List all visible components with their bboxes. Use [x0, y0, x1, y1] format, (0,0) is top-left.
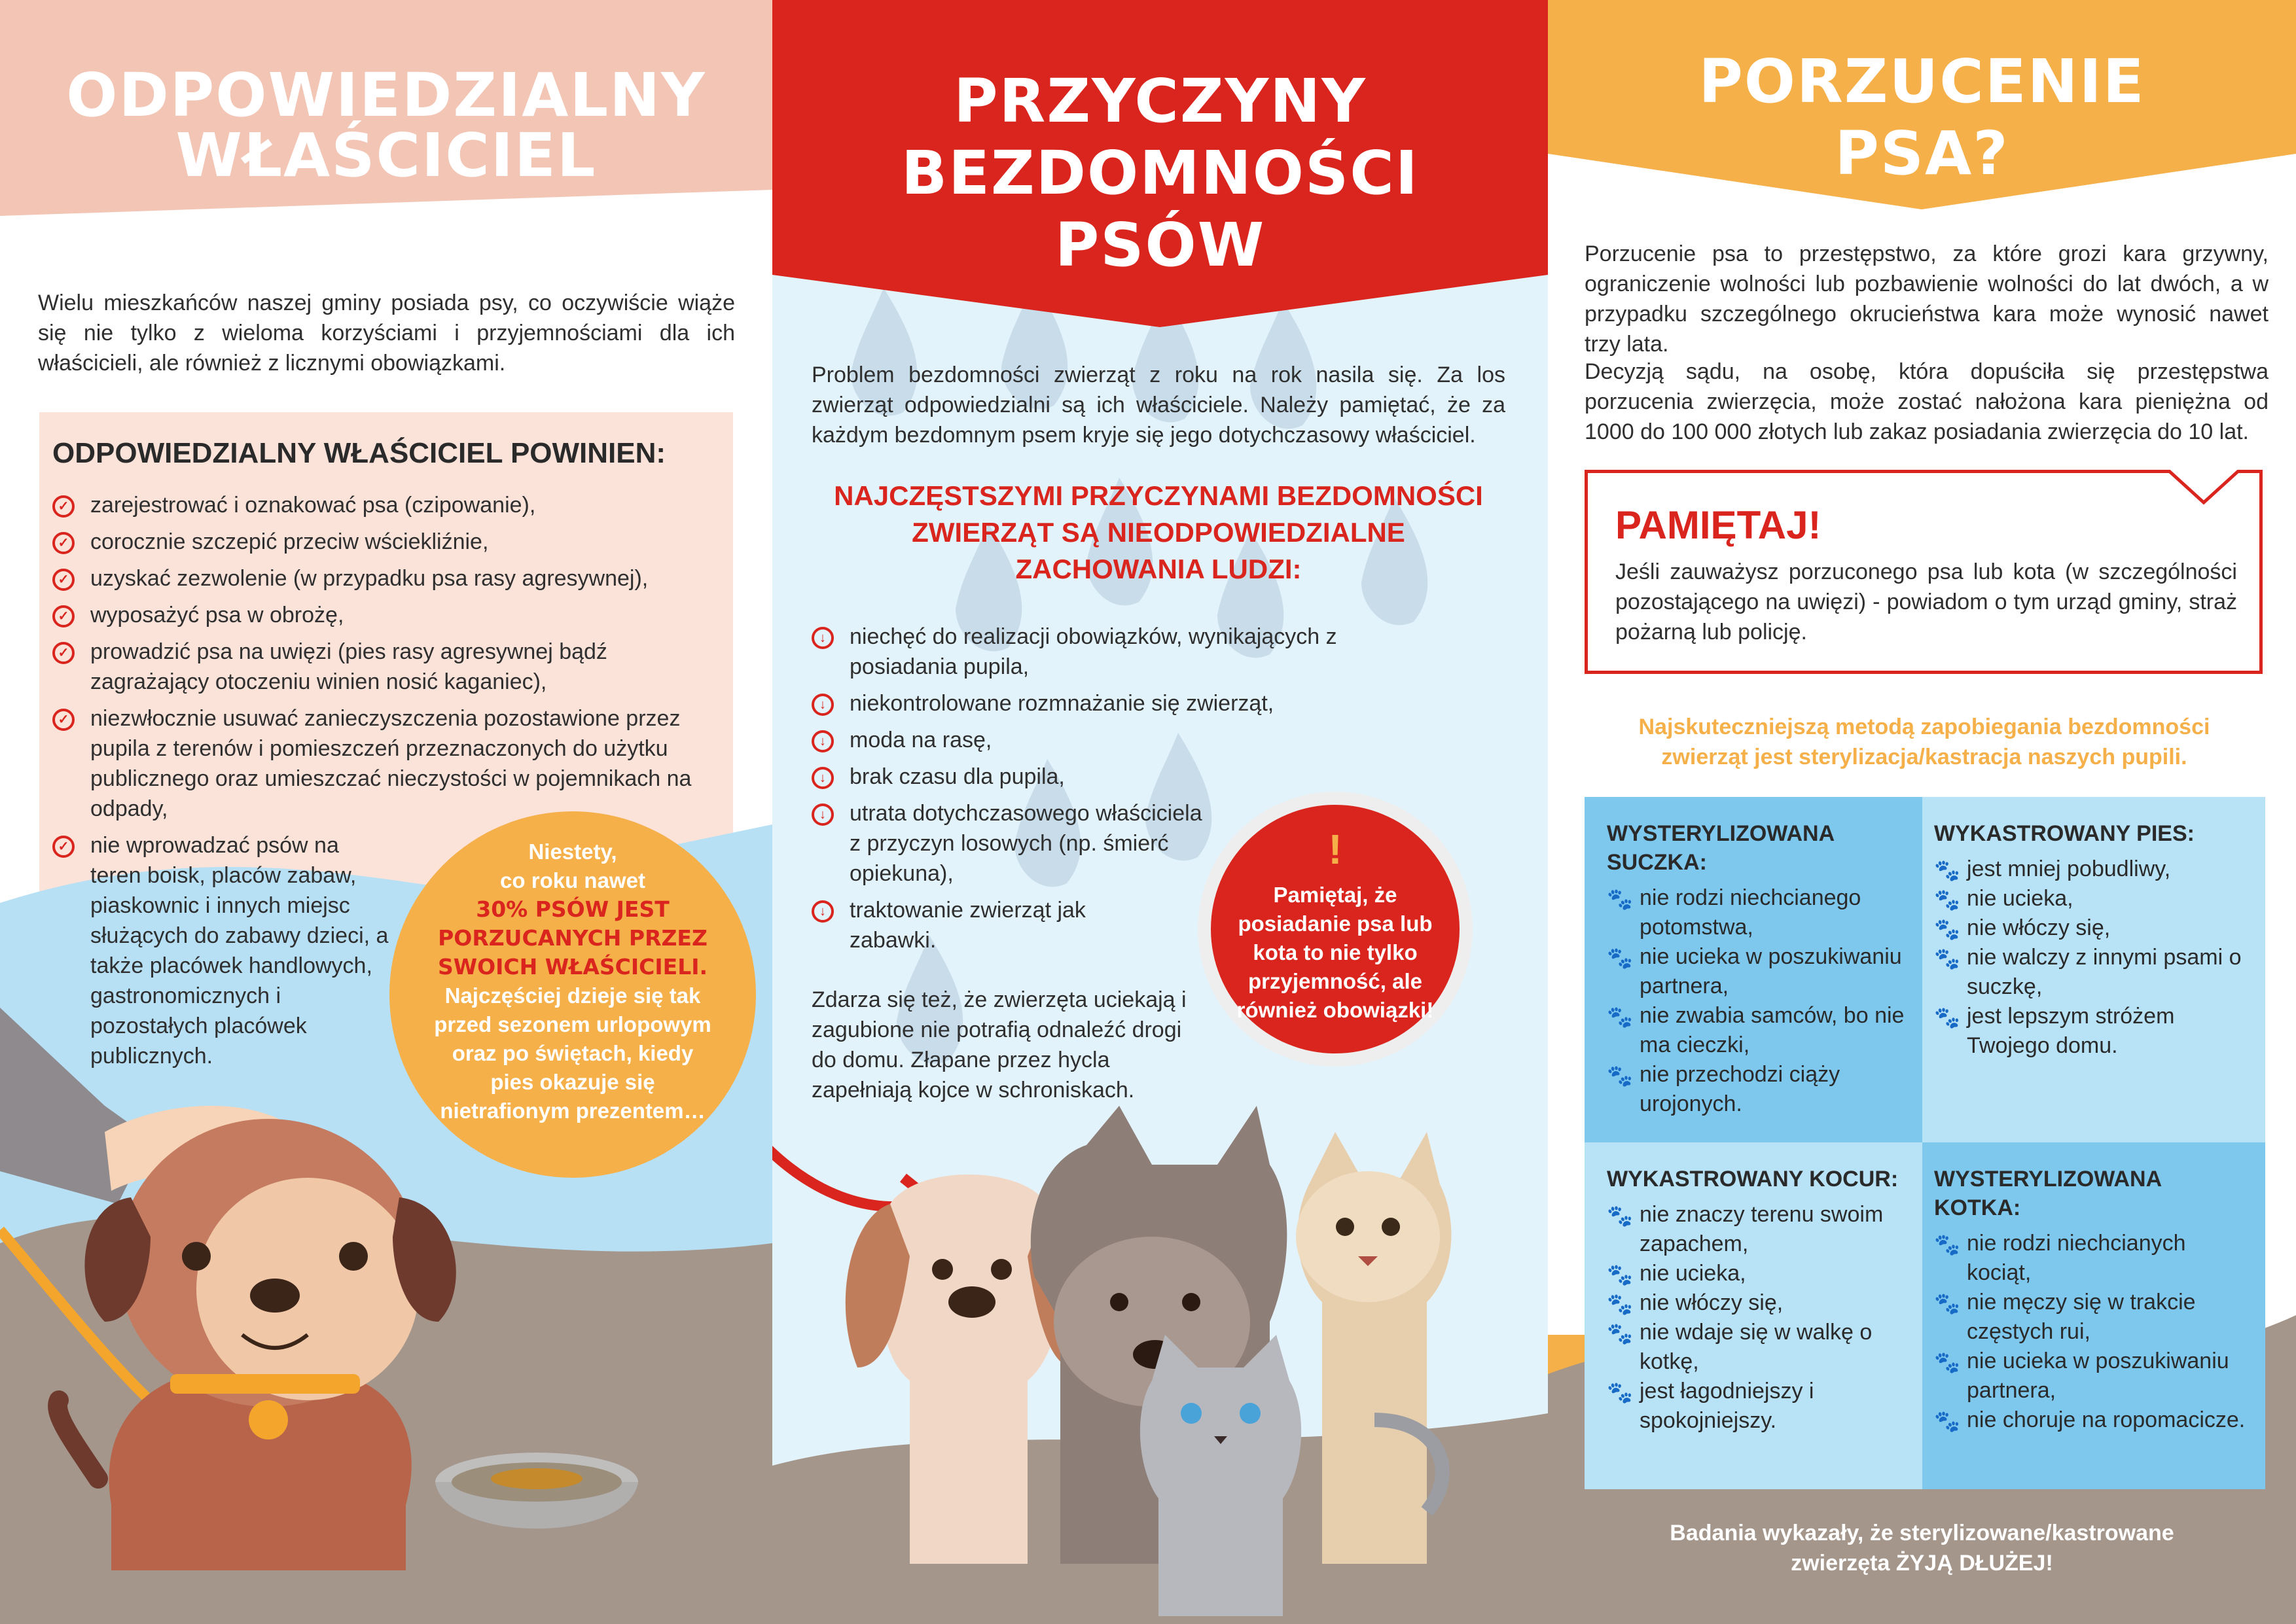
box-title: WYKASTROWANY PIES: — [1934, 821, 2195, 846]
benefit-box — [1922, 797, 2265, 1142]
list-item: ✓ nie wprowadzać psów na teren boisk, placów zabaw, piaskownic i innych miejsc służących do zabawy dzieci, a także placówek handlowych, gastronomicznych i pozostałych placówek publicznych. — [52, 830, 391, 1071]
panel-responsible-owner — [0, 0, 772, 1624]
check-icon: ✓ — [52, 642, 75, 664]
panel2-intro: Problem bezdomności zwierząt z roku na rok nasila się. Za los zwierząt odpowiedzialni są ich właściciele. Należy pamiętać, że za każdym bezdomnym psem kryje się jego dotychczasowy właściciel. — [812, 362, 1505, 448]
box-title: WYSTERYLIZOWANA SUCZKA: — [1607, 821, 1834, 875]
benefit-list — [1934, 855, 2248, 1061]
list-item: ✓ corocznie szczepić przeciw wściekliźnie, — [52, 527, 720, 557]
list-item: 🐾 nie ucieka, — [1934, 884, 2248, 913]
benefit-list — [1607, 1200, 1908, 1436]
reminder-text: Pamiętaj, że posiadanie psa lub kota to nie tylko przyjemność, ale również obowiązki! — [1236, 883, 1434, 1022]
list-item: ↓ niekontrolowane rozmnażanie się zwierząt, — [812, 688, 1401, 718]
paw-icon: 🐾 — [1934, 1409, 1960, 1433]
check-icon: ✓ — [52, 569, 75, 591]
paw-icon: 🐾 — [1934, 1350, 1960, 1374]
paw-icon: 🐾 — [1607, 946, 1633, 970]
list-item: 🐾 jest lepszym stróżem Twojego domu. — [1934, 1004, 2175, 1058]
arrow-down-circle-icon: ↓ — [812, 694, 834, 716]
list-item: ✓ wyposażyć psa w obrożę, — [52, 600, 720, 630]
panel-dog-abandonment — [1548, 0, 2296, 1624]
list-item: 🐾 nie przechodzi ciąży urojonych. — [1607, 1062, 1840, 1116]
sterilization-benefits-grid — [1585, 797, 2265, 1489]
lifespan-note: Badania wykazały, że sterylizowane/kastrowane zwierzęta ŻYJĄ DŁUŻEJ! — [1670, 1521, 2174, 1576]
circle-rest: Najczęściej dzieje się tak przed sezonem urlopowym oraz po świętach, kiedy pies okazuje się nietrafionym prezentem… — [434, 983, 711, 1123]
paw-icon: 🐾 — [1934, 1233, 1960, 1256]
remember-text: Jeśli zauważysz porzuconego psa lub kota (w szczególności pozostającego na uwięzi) - powiadom o tym urząd gminy, straż pożarną lub policję. — [1615, 559, 2237, 644]
panel1-intro: Wielu mieszkańców naszej gminy posiada psy, co oczywiście wiąże się nie tylko z wieloma korzyściami i przyjemnościami dla ich właścicieli, ale również z licznymi obowiązkami. — [38, 291, 735, 376]
paw-icon: 🐾 — [1934, 1006, 1960, 1029]
benefit-box — [1585, 1142, 1922, 1489]
box-title: WYSTERYLIZOWANA KOTKA: — [1934, 1167, 2161, 1220]
list-item: 🐾 nie włóczy się, — [1934, 913, 2248, 943]
list-item: 🐾 nie ucieka, — [1607, 1259, 1908, 1288]
circle-line2: co roku nawet — [500, 868, 645, 892]
arrow-down-circle-icon: ↓ — [812, 627, 834, 649]
list-item: ↓ brak czasu dla pupila, — [812, 762, 1401, 792]
list-item: 🐾 nie rodzi niechcianych kociąt, — [1934, 1231, 2186, 1285]
benefit-list — [1934, 1229, 2248, 1435]
list-item: ↓ utrata dotychczasowego właściciela z przyczyn losowych (np. śmierć opiekuna), — [812, 798, 1216, 889]
list-item: 🐾 jest mniej pobudliwy, — [1934, 855, 2248, 884]
circle-highlight: 30% PSÓW JEST PORZUCANYCH PRZEZ SWOICH WŁAŚCICIELI. — [437, 896, 708, 980]
paw-icon: 🐾 — [1607, 1064, 1633, 1087]
panel3-para2: Decyzją sądu, na osobę, która dopuściła się przestępstwa porzucenia zwierzęcia, może zostać nałożona kara pieniężna od 1000 do 100 000 złotych lub zakaz posiadania zwierzęcia do 10 lat. — [1585, 359, 2269, 444]
list-item: ✓ niezwłocznie usuwać zanieczyszczenia pozostawione przez pupila z terenów i pomieszczeń przeznaczonych do użytku publicznego oraz umieszczać nieczystości w pojemnikach na odpady, — [52, 703, 738, 824]
prevention-note: Najskuteczniejszą metodą zapobiegania bezdomności zwierząt jest sterylizacja/kastracja naszych pupili. — [1638, 715, 2210, 769]
paw-icon: 🐾 — [1607, 1263, 1633, 1286]
paw-icon: 🐾 — [1607, 887, 1633, 911]
paw-icon: 🐾 — [1607, 1381, 1633, 1404]
reminder-circle — [1211, 805, 1460, 1053]
list-item: ✓ uzyskać zezwolenie (w przypadku psa rasy agresywnej), — [52, 563, 720, 593]
circle-line1: Niestety, — [528, 839, 617, 864]
arrow-down-circle-icon: ↓ — [812, 730, 834, 752]
check-icon: ✓ — [52, 709, 75, 731]
panel1-list-title: ODPOWIEDZIALNY WŁAŚCICIEL POWINIEN: — [52, 437, 666, 469]
list-item: 🐾 nie ucieka w poszukiwaniu partnera, — [1607, 944, 1902, 998]
remember-title: PAMIĘTAJ! — [1615, 503, 1821, 547]
list-item: 🐾 nie włóczy się, — [1607, 1288, 1908, 1318]
panel2-title: PRZYCZYNY BEZDOMNOŚCI PSÓW — [901, 66, 1420, 280]
list-item: 🐾 nie wdaje się w walkę o kotkę, — [1607, 1320, 1873, 1374]
benefit-box — [1922, 1142, 2265, 1489]
dog-with-hand-illustration — [0, 981, 772, 1624]
panel2-subheading: NAJCZĘSTSZYMI PRZYCZYNAMI BEZDOMNOŚCI ZWIERZĄT SĄ NIEODPOWIEDZIALNE ZACHOWANIA LUDZI: — [834, 480, 1483, 584]
panel3-para1: Porzucenie psa to przestępstwo, za które grozi kara grzywny, ograniczenie wolności lub pozbawienie wolności do lat dwóch, a w przypadku szczególnego okrucieństwa kara może wynosić nawet trzy lata. — [1585, 241, 2269, 357]
paw-icon: 🐾 — [1934, 858, 1960, 882]
list-item: ↓ traktowanie zwierząt jak zabawki. — [812, 895, 1177, 955]
check-icon: ✓ — [52, 605, 75, 627]
list-item: ↓ moda na rasę, — [812, 725, 1401, 755]
paw-icon: 🐾 — [1607, 1322, 1633, 1345]
paw-icon: 🐾 — [1934, 917, 1960, 941]
list-item: 🐾 nie męczy się w trakcie częstych rui, — [1934, 1290, 2196, 1344]
list-item: 🐾 nie walczy z innymi psami o suczkę, — [1934, 945, 2242, 999]
arrow-down-circle-icon: ↓ — [812, 900, 834, 923]
list-item: 🐾 nie choruje na ropomacicze. — [1934, 1405, 2248, 1435]
panel1-title: ODPOWIEDZIALNY WŁAŚCICIEL — [66, 60, 706, 190]
check-icon: ✓ — [52, 532, 75, 554]
exclamation-icon: ! — [1328, 826, 1342, 873]
panel3-title: PORZUCENIE PSA? — [1698, 46, 2145, 188]
notch-icon — [2168, 470, 2240, 509]
paw-icon: 🐾 — [1607, 1005, 1633, 1029]
panel2-outro: Zdarza się też, że zwierzęta uciekają i zagubione nie potrafią odnaleźć drogi do domu. Złapane przez hycla zapełniają kojce w schroniskach. — [812, 987, 1187, 1103]
arrow-down-circle-icon: ↓ — [812, 767, 834, 789]
paw-icon: 🐾 — [1934, 1292, 1960, 1315]
paw-icon: 🐾 — [1934, 947, 1960, 970]
list-item: 🐾 nie rodzi niechcianego potomstwa, — [1607, 885, 1861, 940]
remember-box — [1585, 470, 2263, 674]
paw-icon: 🐾 — [1934, 888, 1960, 911]
list-item: 🐾 nie znaczy terenu swoim zapachem, — [1607, 1202, 1884, 1256]
panel-homelessness-causes — [772, 0, 1548, 1624]
list-item: 🐾 jest łagodniejszy i spokojniejszy. — [1607, 1379, 1814, 1433]
check-icon: ✓ — [52, 495, 75, 518]
check-icon: ✓ — [52, 836, 75, 858]
paw-icon: 🐾 — [1607, 1292, 1633, 1316]
arrow-down-circle-icon: ↓ — [812, 803, 834, 826]
list-item: 🐾 nie ucieka w poszukiwaniu partnera, — [1934, 1349, 2229, 1403]
benefit-list — [1607, 883, 1908, 1119]
paw-icon: 🐾 — [1607, 1204, 1633, 1227]
pets-group-illustration — [812, 1106, 1532, 1624]
list-item: ✓ prowadzić psa na uwięzi (pies rasy agresywnej bądź zagrażający otoczeniu winien nosić kaganiec), — [52, 637, 653, 697]
list-item: ✓ zarejestrować i oznakować psa (czipowanie), — [52, 490, 720, 520]
box-title: WYKASTROWANY KOCUR: — [1607, 1167, 1899, 1192]
list-item: ↓ niechęć do realizacji obowiązków, wynikających z posiadania pupila, — [812, 622, 1401, 682]
benefit-box — [1585, 797, 1922, 1142]
list-item: 🐾 nie zwabia samców, bo nie ma cieczki, — [1607, 1003, 1905, 1057]
